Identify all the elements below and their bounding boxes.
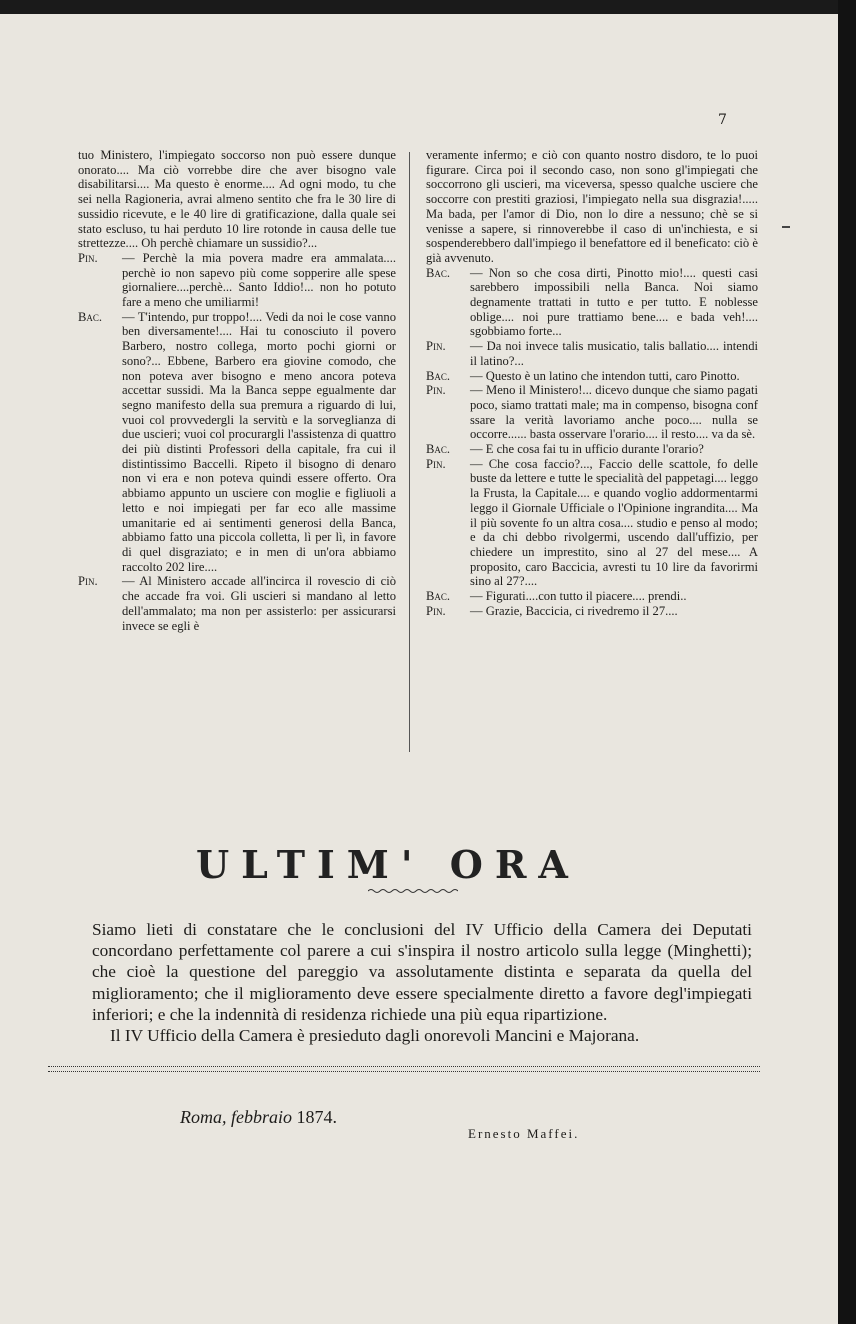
- speech-text: — Da noi invece talis musicatio, talis ballatio.... intendi il latino?...: [470, 339, 758, 368]
- speaker-label: Bac.: [78, 309, 103, 324]
- news-notice: [92, 919, 752, 1046]
- author-signature: Ernesto Maffei.: [468, 1126, 580, 1141]
- dialogue-line: [426, 369, 758, 384]
- speaker-label: Bac.: [426, 442, 451, 457]
- dialogue-line: [78, 310, 396, 575]
- dialogue-line: [78, 574, 396, 633]
- left-column-intro: tuo Ministero, l'impiegato soccorso non può essere dunque onorato.... Ma ciò vorrebbe dire che aver bisogno vale disabilitarsi.... Ma questo è enorme.... Ad ogni modo, tu che sei nella Ragioneria, avrai almeno sentito che fra le 30 lire di sussidio ricevute, e le 40 lire di gratificazione, dalla quale sei stato escluso, tu hai perduto 10 lire rotonde in causa delle tue strettezze.... Oh perchè chiamare un sussidio?...: [78, 148, 396, 251]
- document-page: [0, 14, 838, 1324]
- speaker-label: Pin.: [426, 339, 446, 354]
- speech-text: — Al Ministero accade all'incirca il rovescio di ciò che accade fra voi. Gli uscieri si mandano al letto dell'ammalato; ma non per assisterlo: per assicurarsi invece se egli è: [122, 574, 396, 633]
- speech-text: — T'intendo, pur troppo!.... Vedi da noi le cose vanno ben diversamente!.... Hai tu conosciuto il povero Barbero, nostro collega, morto pochi giorni or sono?... Ebbene, Barbero era giovine comodo, che non poteva aver bisogno e meno ancora poteva accettar sussidi. Ma la Banca seppe egualmente dar segno manifesto della sua premura a riguardo di lui, vuoi col provvedergli la servitù e la sorveglianza di due uscieri; vuoi col procurargli l'assistenza di quattro dei più distinti Professori della capitale, fra cui il distintissimo Baccelli. Ripeto il bisogno di denaro non vi era e non poteva quindi essere offerto. Ora abbiamo appunto un usciere con moglie e figliuoli a letto e noi impiegati per far eco alle massime umanitarie ed ai sentimenti generosi della Banca, abbiamo fatto una piccola colletta, lì per lì, in favore di quel disgraziato; e in men di un'ora abbiamo raccolto 202 lire....: [122, 309, 396, 574]
- margin-mark: [782, 226, 790, 228]
- place-date: [180, 1107, 337, 1128]
- headline: ULTIM' ORA: [196, 842, 580, 887]
- speech-text: — Che cosa faccio?..., Faccio delle scattole, fo delle buste da lettere e tutte le specialità del pappetagi.... leggo la Frusta, la Capitale.... e quando voglio addormentarmi leggo il Giornale Ufficiale o l'Opinione ingrandita.... Ma il più sovente fo un altra cosa.... studio e penso al modo; e da chi debbo rivolgermi, uscendo dall'uffizio, per chiedere un imprestito, sino al 27 del mese.... A proposito, caro Baccicia, avresti tu 10 lire da favorirmi sino al 27?....: [470, 456, 758, 589]
- separator-rule: [48, 1066, 760, 1069]
- speaker-label: Bac.: [426, 368, 451, 383]
- dialogue-line: [426, 589, 758, 604]
- dialogue-line: [426, 339, 758, 368]
- page-number: 7: [718, 112, 727, 128]
- left-column: [78, 148, 396, 633]
- notice-paragraph: Il IV Ufficio della Camera è presieduto dagli onorevoli Mancini e Majorana.: [110, 1026, 640, 1046]
- year: 1874.: [296, 1107, 337, 1127]
- ornamental-rule: [368, 888, 458, 894]
- dialogue-line: [426, 457, 758, 589]
- separator-rule: [48, 1071, 760, 1074]
- speech-text: — Perchè la mia povera madre era ammalata.... perchè io non sapevo più come sopperire alle spese giornaliere....perchè... Santo Iddio!... non ho potuto fare a meno che umiliarmi!: [122, 250, 396, 310]
- right-column-intro: veramente infermo; e ciò con quanto nostro disdoro, te lo puoi figurare. Circa poi il secondo caso, non sono gl'impiegati che soccorrono gli uscieri, ma viceversa, spesso qualche usciere che soccorre con prestiti graziosi, l'impiegato nella sua disgrazia!..... Ma bada, per l'amor di Dio, non lo dire a nessuno; chè se si venisse a sapere, si rinnoverebbe il caso di un'inchiesta, e si sospenderebbero dall'impiego il benefattore ed il beneficato: ciò è già avvenuto.: [426, 148, 758, 265]
- dialogue-line: [426, 604, 758, 619]
- scan-right-border: [838, 0, 856, 1324]
- scan-top-border: [0, 0, 856, 14]
- speaker-label: Pin.: [78, 250, 98, 265]
- right-column: [426, 148, 758, 619]
- speaker-label: Bac.: [426, 589, 451, 604]
- speech-text: — Figurati....con tutto il piacere.... prendi..: [470, 589, 687, 604]
- speech-text: — Questo è un latino che intendon tutti, caro Pinotto.: [470, 368, 740, 383]
- speaker-label: Pin.: [426, 383, 446, 398]
- speech-text: — E che cosa fai tu in ufficio durante l'orario?: [470, 442, 704, 457]
- dialogue-line: [426, 442, 758, 457]
- dialogue-line: [426, 266, 758, 340]
- speaker-label: Pin.: [426, 603, 446, 618]
- speech-text: — Grazie, Baccicia, ci rivedremo il 27....: [470, 603, 678, 618]
- speaker-label: Pin.: [78, 574, 98, 589]
- speaker-label: Pin.: [426, 456, 446, 471]
- dialogue-line: [78, 251, 396, 310]
- dialogue-line: [426, 383, 758, 442]
- place-date-text: Roma, febbraio: [180, 1107, 292, 1127]
- notice-paragraph: Siamo lieti di constatare che le conclusioni del IV Ufficio della Camera dei Deputati concordano perfettamente col parere a cui s'inspira il nostro articolo sulla legge (Minghetti); che cioè la questione del pareggio va assolutamente distinta e separata da quella del miglioramento; che il miglioramento deve essere specialmente diretto a favore degl'impiegati inferiori; e che la indennità di residenza richiede una più equa ripartizione.: [92, 920, 752, 1024]
- speech-text: — Meno il Ministero!... dicevo dunque che siamo pagati poco, siamo trattati male; ma in compenso, bisogna conf ssare la verità lavoriamo anche poco.... nulla se occorre...... basta osservare l'orario.... il resto.... va da sè.: [470, 383, 758, 442]
- column-divider: [409, 152, 410, 752]
- speaker-label: Bac.: [426, 265, 451, 280]
- speech-text: — Non so che cosa dirti, Pinotto mio!.... questi casi sarebbero impossibili nella Banca. Noi siamo degnamente trattati in tutto e per tutto. E noblesse oblige.... noi pure trattiamo bene.... e bada veh!.... sgobbiamo forte...: [470, 265, 758, 339]
